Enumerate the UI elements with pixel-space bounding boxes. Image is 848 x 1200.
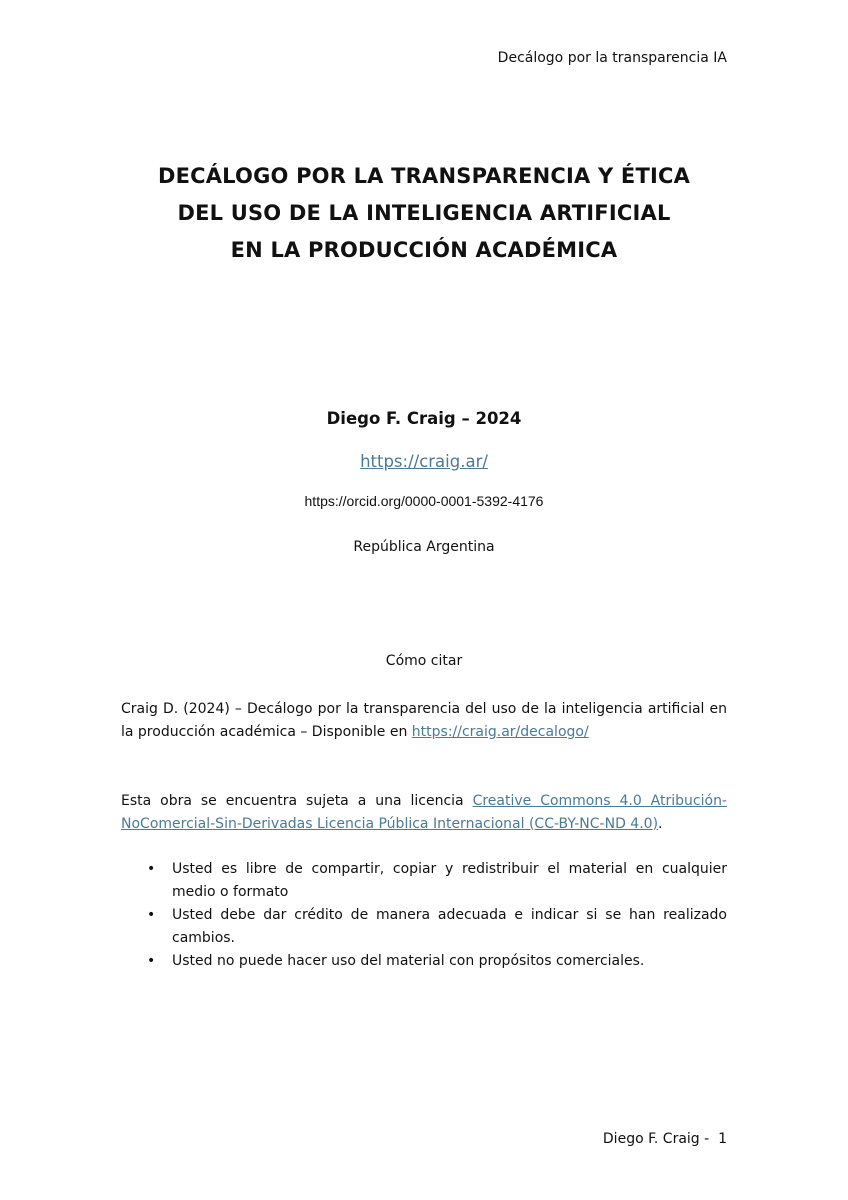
list-item	[121, 950, 727, 973]
license-paragraph	[121, 790, 727, 836]
author-website-link[interactable]: https://craig.ar/	[360, 452, 488, 471]
bullet-icon: •	[147, 907, 156, 923]
document-title	[0, 158, 848, 269]
bullet-icon: •	[147, 861, 156, 877]
license-text: Esta obra se encuentra sujeta a una licencia	[121, 793, 473, 809]
citation-text: Craig D. (2024) – Decálogo por la transparencia del uso de la inteligencia artificial en la producción académica – Disponible en	[121, 701, 727, 740]
title-line-2: DEL USO DE LA INTELIGENCIA ARTIFICIAL	[177, 201, 671, 225]
page-footer: Diego F. Craig - 1	[602, 1131, 727, 1147]
citation-link[interactable]: https://craig.ar/decalogo/	[411, 724, 589, 740]
list-item	[121, 858, 727, 904]
license-terms-list	[121, 858, 727, 973]
title-line-3: EN LA PRODUCCIÓN ACADÉMICA	[230, 238, 618, 262]
list-item-text: Usted no puede hacer uso del material con propósitos comerciales.	[172, 953, 645, 969]
license-link[interactable]: Creative Commons 4.0 Atribución-NoComercial-Sin-Derivadas Licencia Pública Internacional (CC-BY-NC-ND 4.0)	[121, 793, 727, 832]
running-header: Decálogo por la transparencia IA	[497, 50, 727, 66]
bullet-icon: •	[147, 953, 156, 969]
citation-paragraph	[121, 698, 727, 744]
author-name-year: Diego F. Craig – 2024	[326, 409, 522, 428]
orcid-link[interactable]: https://orcid.org/0000-0001-5392-4176	[304, 493, 544, 509]
license-period: .	[658, 816, 663, 832]
list-item	[121, 904, 727, 950]
list-item-text: Usted es libre de compartir, copiar y redistribuir el material en cualquier medio o formato	[172, 861, 727, 900]
list-item-text: Usted debe dar crédito de manera adecuada e indicar si se han realizado cambios.	[172, 907, 727, 946]
author-website-wrapper	[0, 452, 848, 471]
title-line-1: DECÁLOGO POR LA TRANSPARENCIA Y ÉTICA	[157, 164, 691, 188]
citation-heading: Cómo citar	[385, 653, 463, 669]
country: República Argentina	[353, 539, 495, 555]
